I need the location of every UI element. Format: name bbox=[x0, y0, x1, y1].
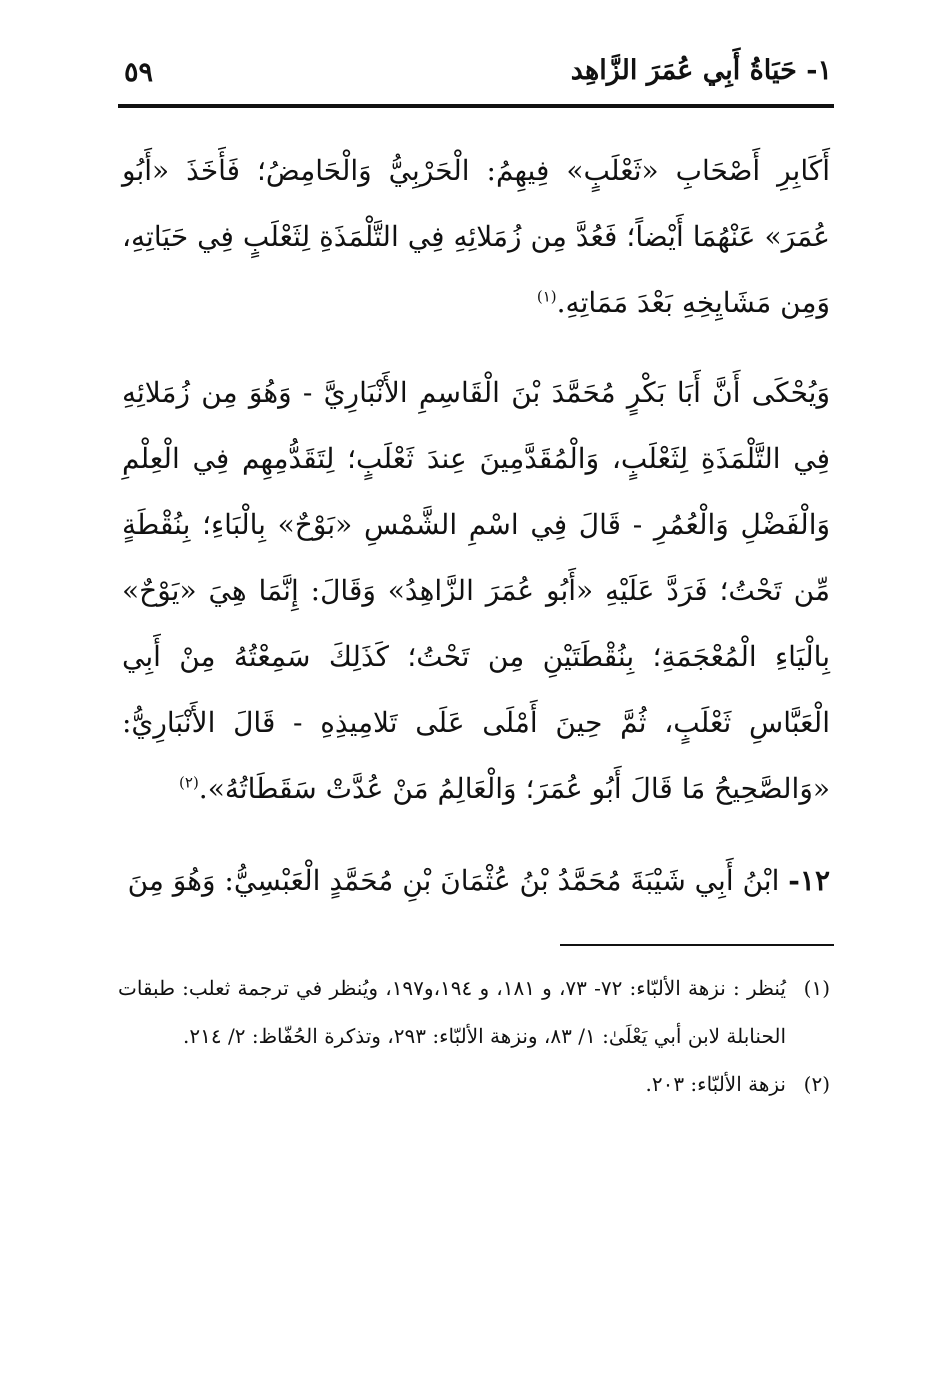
entry-12 bbox=[122, 848, 830, 914]
paragraph-gap bbox=[122, 822, 830, 848]
header-rule bbox=[118, 104, 834, 108]
main-text bbox=[122, 138, 830, 914]
footnotes bbox=[118, 964, 830, 1108]
footnote-1-text: يُنظر : نزهة الألبّاء: ٧٢- ٧٣، و ١٨١، و ١٩٤،و١٩٧، ويُنظر في ترجمة ثعلب: طبقات الحنابلة لابن أبي يَعْلَىٰ: ١/ ٨٣، ونزهة الألبّاء: ٢٩٣، وتذكرة الحُفّاظ: ٢/ ٢١٤. bbox=[118, 976, 786, 1048]
entry-12-text: ابْنُ أَبِي شَيْبَةَ مُحَمَّدُ بْنُ عُثْمَانَ بْنِ مُحَمَّدٍ الْعَبْسِيُّ: وَهُوَ مِنَ bbox=[127, 864, 780, 897]
footnote-2 bbox=[118, 1060, 830, 1108]
paragraph-2 bbox=[122, 360, 830, 822]
page-header bbox=[120, 55, 832, 105]
footnote-1 bbox=[118, 964, 830, 1060]
paragraph-1-text: أَكَابِرِ أَصْحَابِ «ثَعْلَبٍ» فِيهِمُ: الْحَرْبِيُّ وَالْحَامِضُ؛ فَأَخَذَ «أَبُو عُمَرَ» عَنْهُمَا أَيْضاً؛ فَعُدَّ مِن زُمَلائِهِ فِي التَّلْمَذَةِ لِثَعْلَبٍ فِي حَيَاتِهِ، وَمِن مَشَايِخِهِ بَعْدَ مَمَاتِهِ. bbox=[122, 154, 830, 319]
running-title: ١- حَيَاةُ أَبِي عُمَرَ الزَّاهِد bbox=[570, 55, 832, 86]
paragraph-2-text: وَيُحْكَى أَنَّ أَبَا بَكْرٍ مُحَمَّدَ بْنَ الْقَاسِمِ الأَنْبَارِيَّ - وَهُوَ مِن زُمَلائِهِ فِي التَّلْمَذَةِ لِثَعْلَبٍ، وَالْمُقَدَّمِينَ عِندَ ثَعْلَبٍ؛ لِتَقَدُّمِهِم فِي الْعِلْمِ وَالْفَضْلِ وَالْعُمُرِ - قَالَ فِي اسْمِ الشَّمْسِ «بَوْحٌ» بِالْبَاءِ؛ بِنُقْطَةٍ مِّن تَحْتُ؛ فَرَدَّ عَلَيْهِ «أَبُو عُمَرَ الزَّاهِدُ» وَقَالَ: إِنَّمَا هِيَ «يَوْحٌ» بِالْيَاءِ الْمُعْجَمَةِ؛ بِنُقْطَتَيْنِ مِن تَحْتُ؛ كَذَلِكَ سَمِعْتُهُ مِنْ أَبِي الْعَبَّاسِ ثَعْلَبٍ، ثُمَّ حِينَ أَمْلَى عَلَى تَلامِيذِهِ - قَالَ الأَنْبَارِيُّ: «وَالصَّحِيحُ مَا قَالَ أَبُو عُمَرَ؛ وَالْعَالِمُ مَنْ عُدَّتْ سَقَطَاتُهُ». bbox=[122, 376, 830, 805]
footnote-rule bbox=[560, 944, 834, 946]
footnote-ref-1: (١) bbox=[536, 287, 557, 306]
paragraph-1 bbox=[122, 138, 830, 336]
footnote-1-number: (١) bbox=[803, 976, 830, 1000]
footnote-2-number: (٢) bbox=[803, 1072, 830, 1096]
footnote-2-text: نزهة الألبّاء: ٢٠٣. bbox=[645, 1072, 786, 1096]
paragraph-gap bbox=[122, 336, 830, 360]
entry-12-number: ١٢- bbox=[788, 864, 830, 897]
footnote-ref-2: (٢) bbox=[179, 773, 199, 792]
page-number: ٥٩ bbox=[124, 57, 154, 88]
